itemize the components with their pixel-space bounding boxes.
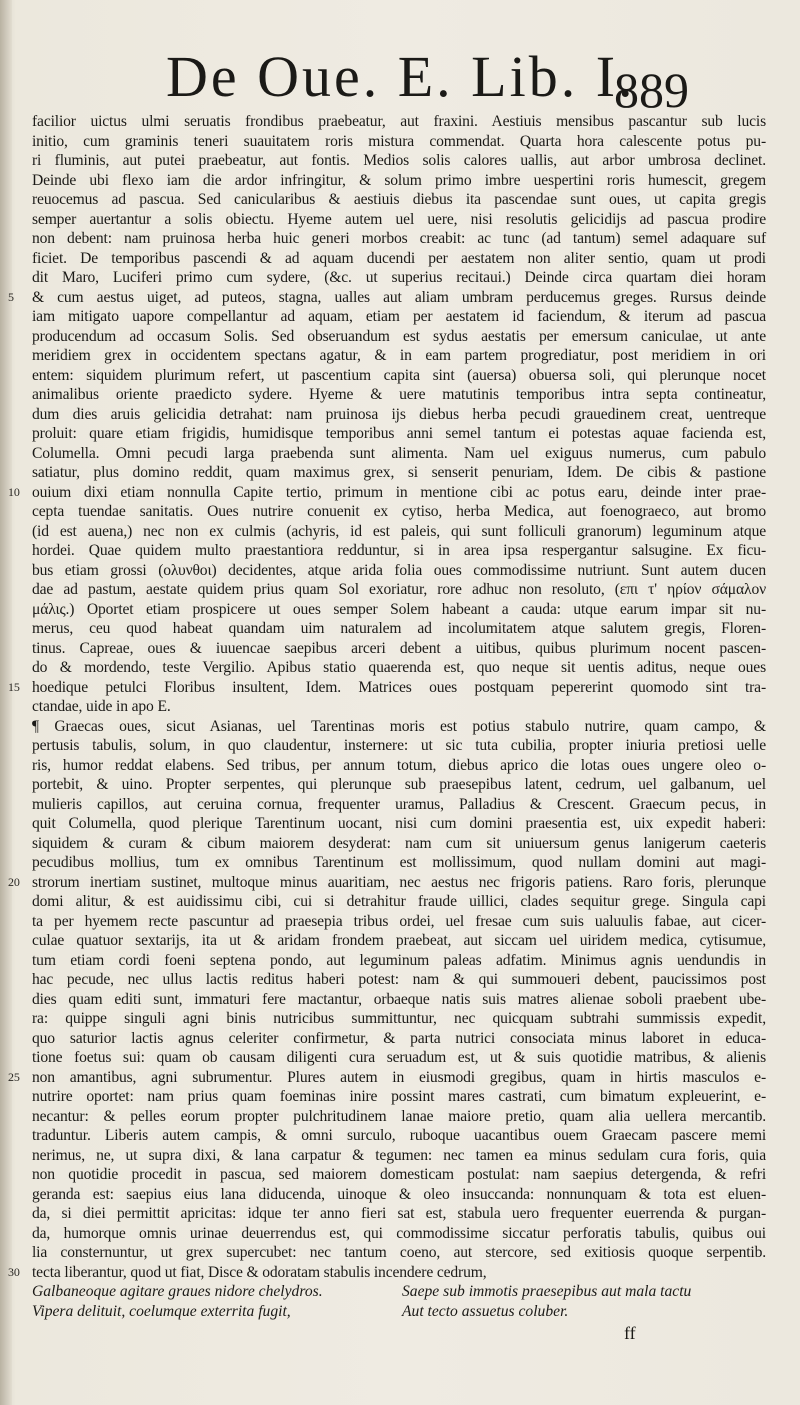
text-line — [26, 717, 766, 737]
text-line-content: geranda est: saepius eius lana diducenda, uinoque & oleo insuccanda: nonnunquam & tota est eluen- — [32, 1185, 766, 1203]
margin-line-number: 10 — [8, 484, 20, 499]
verse-row — [32, 1302, 732, 1322]
text-line-content: siquidem & curam & cibum maiorem desyderat: nam cum sit uniuersum genus lanigerum caeteris — [32, 834, 766, 852]
text-line-content: ouium dixi etiam nonnulla Capite tertio, primum in mentione cibi ac potus earu, deinde inter prae- — [32, 483, 766, 501]
text-line — [26, 697, 766, 717]
text-line-content: dum dies aruis gelicidia detrahat: nam pruinosa ijs diebus herba pecudi grauedinem creat, uentreque — [32, 405, 766, 423]
verse-line-left: Vipera delituit, coelumque exterrita fugit, — [32, 1302, 291, 1320]
text-line-content: non amantibus, agni subrumentur. Plures autem in eiusmodi gregibus, quam in hirtis masculos e- — [32, 1068, 766, 1086]
text-line-content: quit Columella, quod plerique Tarentinum uocant, nisi cum domini praesentia est, uix expedit haberi: — [32, 815, 766, 832]
text-line — [26, 268, 766, 288]
text-line — [26, 366, 766, 386]
text-line — [26, 1029, 766, 1049]
text-line-content: animalibus oriente praedicto sydere. Hyeme & uere matutinis temporibus intra septa contineatur, — [32, 386, 766, 403]
text-line — [26, 756, 766, 776]
text-line — [26, 541, 766, 561]
text-line-content: ctandae, uide in apo E. — [32, 698, 171, 715]
text-line-content: non quotidie procedit in pascua, sed maiorem domesticam postulat: nam saepius detergenda, & refri — [32, 1166, 766, 1183]
text-line — [26, 327, 766, 347]
text-line-content: tinus. Capreae, oues & iuuencae saepibus arceri debent a uitibus, quibus plurimum nocent pascen- — [32, 639, 766, 657]
text-line-content: pertusis tabulis, solum, in quo claudentur, insternere: ut sic tuta cubilia, propter iniuria pretiosi uelle — [32, 737, 766, 754]
text-line-content: entem: siquidem plurimum refert, ut pascentium capita sint (auersa) obuersa soli, qui plerunque nocet — [32, 366, 766, 384]
text-line — [26, 522, 766, 542]
text-line — [26, 1087, 766, 1107]
text-line-content: da, si diei permittit apricitas: idque ter anno fieri sat est, stabula uero frequenter euerrenda & purgan- — [32, 1205, 766, 1222]
text-line — [26, 580, 766, 600]
verse-line-left: Galbaneoque agitare graues nidore chelydros. — [32, 1283, 323, 1300]
text-line-content: μάλις.) Oportet etiam prospicere ut oues semper Solem habeant a cauda: utque earum impar sit nu- — [32, 600, 766, 618]
text-line — [26, 853, 766, 873]
text-line — [26, 619, 766, 639]
text-line-content: necantur: & pelles eorum propter pulchritudinem lanae maiore pretio, quam alia uellera mercantib. — [32, 1107, 766, 1125]
text-line-content: non debent: nam pruinosa herba huic generi morbos creabit: ac tunc (ad tantum) semel adaquare suf — [32, 230, 766, 247]
text-line — [8, 1068, 766, 1088]
margin-line-number: 25 — [8, 1069, 20, 1084]
text-line-content: dae ad pastum, aestate quidem prius quam Sol exoriatur, rore adhuc non resoluto, (επι τ' ηρίον σάμαλον — [32, 581, 766, 598]
text-line-content: tecta liberantur, quod ut fiat, Disce & odoratam stabulis incendere cedrum, — [32, 1263, 487, 1281]
text-line — [26, 1009, 766, 1029]
text-line-content: ra: quippe singuli agni binis nutricibus summittuntur, nec quicquam subtrahi summissis expedit, — [32, 1010, 766, 1027]
text-line — [26, 1243, 766, 1263]
text-line-content: cepta tuendae sanitatis. Oues nutrire conuenit ex cytiso, herba Medica, aut foenograeco, aut bromo — [32, 503, 766, 520]
text-line-content: reuocemus ad pascua. Sed canicularibus & aestiuis diebus ita pascendae sunt oues, ut capita gregis — [32, 191, 766, 208]
text-line — [26, 775, 766, 795]
margin-line-number: 20 — [8, 874, 20, 889]
text-line-content: initio, cum graminis teneri suauitatem roris mistura commendat. Quarta hora calescente potus pu- — [32, 132, 766, 150]
text-line — [26, 249, 766, 269]
text-line-content: domi alitur, & est auidissimu cibi, cui si detrahitur fraude uillici, clades sequitur grege. Singula capi — [32, 893, 766, 910]
text-line-content: lia consternuntur, ut grex supercubet: nec tantum coeno, aut stercore, sed exitiosis quoque serpentib. — [32, 1244, 766, 1261]
text-line-content: quo saturior lactis agnus celeriter confirmetur, & parta nutrici consociata minus laboret in educa- — [32, 1029, 766, 1047]
text-line-content: hac pecude, nec ullus lactis reditus haberi potest: nam & qui summoueri debent, paucissimos post — [32, 971, 766, 988]
text-line — [26, 814, 766, 834]
text-line — [26, 463, 766, 483]
text-line — [26, 600, 766, 620]
folio-number: 889 — [614, 62, 689, 118]
text-line-content: tione foetus sui: quam ob causam diligenti cura seruadum est, ut & suis quotidie matribus, & alienis — [32, 1049, 766, 1066]
verse-quotation — [32, 1282, 732, 1321]
text-line — [26, 151, 766, 171]
text-line — [26, 385, 766, 405]
text-line-content: facilior uictus ulmi seruatis frondibus praebeatur, aut fraxini. Aestiuis mensibus pascantur sub lucis — [32, 113, 766, 130]
text-line — [26, 210, 766, 230]
text-line — [8, 678, 766, 698]
text-line-content: nerimus, ne, ut supra dixi, & lana carpatur & tegumen: nec tamen ea minus sedulam cura foris, quia — [32, 1146, 766, 1164]
text-line — [26, 424, 766, 444]
text-line — [26, 658, 766, 678]
text-line-content: ri fluminis, aut putei praebeatur, aut fontis. Medios solis calores uallis, aut arbor umbrosa declinet. — [32, 152, 766, 169]
text-line-content: merus, ceu quod habeat quandam uim naturalem ad incolumitatem atque salutem gregis, Floren- — [32, 620, 766, 637]
text-line-content: producendum ad occasum Solis. Sed obseruandum est sydus aestatis per emersum caniculae, ut ante — [32, 327, 766, 345]
text-line — [26, 795, 766, 815]
text-line — [26, 912, 766, 932]
text-line-content: Columella. Omni pecudi larga praebenda sunt alimenta. Nam uel exiguus numerus, cum pabulo — [32, 444, 766, 462]
text-line — [26, 1185, 766, 1205]
text-line-content: tum etiam cordi foeni septena pondo, aut leguminum paleas adfatim. Minimus agnis uendundis in — [32, 951, 766, 969]
text-line — [26, 1048, 766, 1068]
text-line-content: iam mitigato uapore compellantur ad aquam, etiam per aestatem id faciendum, & iterum ad pascua — [32, 308, 766, 325]
text-line — [26, 892, 766, 912]
text-line-content: traduntur. Liberis autem campis, & omni surculo, ruboque uacantibus ouem Graecam pascere memi — [32, 1127, 766, 1144]
text-line — [26, 502, 766, 522]
page-header — [0, 40, 800, 118]
text-line — [8, 1263, 766, 1283]
text-line-content: bus etiam grossi (ολυνθοι) decidentes, atque arida folia oues commodissime nutriunt. Sunt autem ducen — [32, 561, 766, 579]
running-head: De Oue. E. Lib. I. — [166, 44, 636, 109]
text-line — [8, 873, 766, 893]
catchword: ff — [624, 1323, 636, 1343]
verse-line-right: Saepe sub immotis praesepibus aut mala tactu — [402, 1283, 692, 1300]
body-text — [8, 112, 766, 1282]
text-line — [26, 112, 766, 132]
text-line-content: hoedique petulci Floribus insultent, Idem. Matrices oues postquam pepererint quomodo sint tra- — [32, 678, 766, 696]
page-gutter — [0, 0, 12, 1405]
text-line — [26, 561, 766, 581]
text-line-content: culae quatuor sextarijs, ita ut & aridam frondem praebeat, aut siccam uel uiridem medica, cytisumue, — [32, 932, 766, 949]
text-line-content: nutrire oportet: nam prius quam foeminas inire possint mares castrati, cum bimatum expleuerint, e- — [32, 1088, 766, 1105]
text-line — [26, 307, 766, 327]
text-line-content: ficiet. De temporibus pascendi & ad aquam ducendi per aestatem non aliter sentio, quam ut prodi — [32, 249, 766, 267]
text-line — [26, 639, 766, 659]
text-line-content: hordei. Quae quidem multo praestantiora redduntur, si in area ipsa respergantur salsugine. Ex ficu- — [32, 542, 766, 559]
text-line-content: ris, humor reddat elabens. Sed tribus, per annum totum, diebus aprico die lotas oues ungere oleo o- — [32, 756, 766, 774]
text-line — [26, 1126, 766, 1146]
text-line — [26, 1165, 766, 1185]
text-line — [26, 834, 766, 854]
text-line — [26, 1204, 766, 1224]
text-line — [26, 346, 766, 366]
text-line — [26, 1146, 766, 1166]
text-line-content: (id est auena,) nec non ex culmis (achyris, id est paleis, qui sunt folliculi granorum) leguminum atque — [32, 522, 766, 540]
text-line-content: satiatur, plus domino reddit, quam maximus grex, si senserit penuriam, Idem. De cibis & pastione — [32, 464, 766, 481]
text-line-content: proluit: quare etiam frigidis, humidisque temporibus anni semel tantum ei potestas aquae facienda est, — [32, 425, 766, 442]
text-line — [26, 132, 766, 152]
text-line-content: Deinde ubi flexo iam die ardor infringitur, & solum primo imbre uespertini roris humescit, gregem — [32, 171, 766, 189]
text-line — [8, 288, 766, 308]
margin-line-number: 15 — [8, 679, 20, 694]
text-line — [26, 405, 766, 425]
text-line-content: ta per hyemem recte pascuntur ad praesepia tribus ordei, uel fresae cum suis ualuulis fabae, aut cicer- — [32, 912, 766, 930]
text-line — [8, 483, 766, 503]
text-line — [26, 1107, 766, 1127]
text-line-content: dies quam editi sunt, immaturi fere mactantur, orbaeque natis suis matres alienae soboli praebent ube- — [32, 990, 766, 1008]
text-line-content: do & mordendo, teste Vergilio. Apibus statio quaerenda est, quo neque sit uentis aditus, neque oues — [32, 659, 766, 676]
text-line-content: semper auertantur a solis obiectu. Hyeme autem uel uere, nisi resolutis gelicidijs ad pascua prodire — [32, 210, 766, 228]
text-line-content: strorum inertiam sustinet, multoque minus auaritiam, nec aestus nec frigoris patiens. Raro foris, plerunque — [32, 873, 766, 891]
text-line — [26, 444, 766, 464]
text-line-content: mulieris capillos, aut ceruina cornua, frequenter uramus, Palladius & Crescent. Graecum pecus, in — [32, 795, 766, 813]
text-line — [26, 190, 766, 210]
text-line — [26, 171, 766, 191]
text-line-content: ¶ Graecas oues, sicut Asianas, uel Tarentinas moris est potius stabulo nutrire, quam campo, & — [32, 717, 766, 735]
text-line-content: pecudibus mollius, tum ex omnibus Tarentinum est mollissimum, quod nullam domini aut magi- — [32, 854, 766, 871]
text-line-content: portebit, & uino. Propter serpentes, qui plerunque sub praesepibus latent, cedrum, uel galbanum, uel — [32, 776, 766, 793]
verse-line-right: Aut tecto assuetus coluber. — [402, 1302, 569, 1320]
text-line-content: meridiem grex in occidentem spectans agatur, & in eam partem progrediatur, post meridiem in ori — [32, 347, 766, 364]
verse-row — [32, 1282, 732, 1302]
text-line — [26, 951, 766, 971]
text-line — [26, 229, 766, 249]
text-line — [26, 990, 766, 1010]
text-line-content: & cum aestus uiget, ad puteos, stagna, ualles aut aliam umbram perducemus greges. Rursus deinde — [32, 288, 766, 306]
text-line — [26, 970, 766, 990]
text-line-content: dit Maro, Luciferi primo cum sydere, (&c. ut superius recitaui.) Deinde circa quartam diei horam — [32, 269, 766, 286]
margin-line-number: 5 — [8, 289, 14, 304]
text-line — [26, 1224, 766, 1244]
margin-line-number: 30 — [8, 1264, 20, 1279]
text-line-content: da, humorque omnis urinae deuerrendus est, qui commodissime siccatur perforatis tabulis, quibus oui — [32, 1224, 766, 1242]
text-line — [26, 736, 766, 756]
text-line — [26, 931, 766, 951]
